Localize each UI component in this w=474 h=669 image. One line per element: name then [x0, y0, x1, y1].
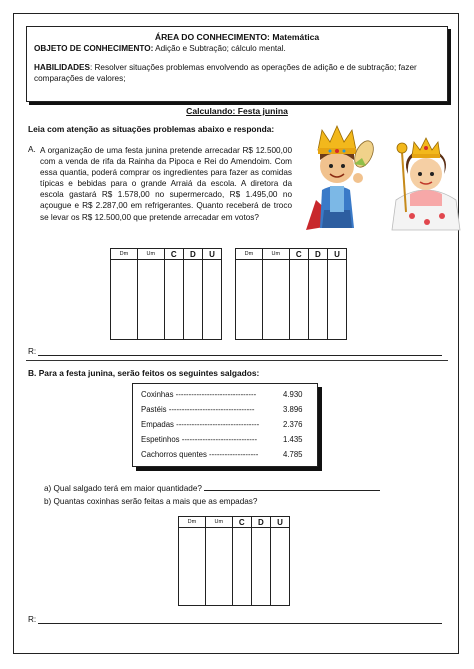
snack-row — [141, 435, 303, 444]
place-value-table-b — [178, 516, 290, 606]
knowledge-area — [27, 32, 447, 42]
col-u: U — [202, 249, 221, 260]
question-b-a — [44, 484, 380, 493]
answer-field-a[interactable] — [38, 355, 442, 356]
col-c: C — [232, 517, 251, 528]
col-dm: Dm — [236, 249, 263, 260]
col-dm: Dm — [179, 517, 206, 528]
skills — [34, 62, 442, 84]
knowledge-object-label: OBJETO DE CONHECIMENTO: — [34, 44, 154, 53]
col-d: D — [308, 249, 327, 260]
cell-um[interactable] — [137, 260, 164, 340]
col-u: U — [270, 517, 289, 528]
place-value-table-left — [110, 248, 222, 340]
col-dm: Dm — [111, 249, 138, 260]
knowledge-object — [34, 44, 286, 53]
cell-um[interactable] — [205, 528, 232, 606]
cell-c[interactable] — [164, 260, 183, 340]
answer-field-b-a[interactable] — [204, 490, 380, 491]
snack-name: Pastéis --------------------------------- — [141, 405, 255, 414]
king-figure — [306, 126, 377, 230]
snack-name: Espetinhos ----------------------------- — [141, 435, 258, 444]
snack-list-box — [132, 383, 318, 467]
cell-dm[interactable] — [236, 260, 263, 340]
cell-c[interactable] — [232, 528, 251, 606]
col-um: Um — [137, 249, 164, 260]
answer-label: R: — [28, 615, 37, 624]
snack-row — [141, 450, 303, 459]
question-b-a-text: a) Qual salgado terá em maior quantidade? — [44, 484, 202, 493]
cell-d[interactable] — [183, 260, 202, 340]
cell-d[interactable] — [308, 260, 327, 340]
col-d: D — [183, 249, 202, 260]
cell-d[interactable] — [251, 528, 270, 606]
answer-line-a — [28, 347, 442, 356]
snack-qty: 4.785 — [283, 450, 303, 459]
instruction-text: Leia com atenção as situações problemas abaixo e responda: — [28, 124, 275, 134]
header-box — [26, 26, 448, 102]
answer-field-b[interactable] — [38, 623, 442, 624]
col-u: U — [327, 249, 346, 260]
knowledge-area-label: ÁREA DO CONHECIMENTO: — [154, 32, 270, 42]
knowledge-area-value: Matemática — [272, 32, 320, 42]
snack-qty: 2.376 — [283, 420, 303, 429]
col-d: D — [251, 517, 270, 528]
question-a-text: A organização de uma festa junina pretende arrecadar R$ 12.500,00 com a venda de rifa da Rainha da Pipoca e Rei do Amendoim. Com essa quantia, poderá comprar os ingredientes para fazer as comidas típicas e bebidas para o grande Arraiá da escola. A diretora da escola gastará R$ 1.578,00 no supermercado, R$ 1.495,00 no açougue e R$ 2.287,00 em refrigerantes. Quanto receberá de troco se levar os R$ 12.500,00 que pretende arrecadar em votos? — [40, 146, 292, 222]
col-c: C — [164, 249, 183, 260]
cell-c[interactable] — [289, 260, 308, 340]
question-b-title: B. Para a festa junina, serão feitos os seguintes salgados: — [28, 368, 260, 378]
cell-u[interactable] — [270, 528, 289, 606]
section-divider — [26, 360, 448, 361]
cell-dm[interactable] — [179, 528, 206, 606]
queen-figure — [392, 138, 460, 230]
skills-value: : Resolver situações problemas envolvendo as operações de adição e de subtração; fazer comparações de valores; — [34, 63, 417, 83]
snack-row — [141, 390, 303, 399]
cell-u[interactable] — [202, 260, 221, 340]
knowledge-object-value: Adição e Subtração; cálculo mental. — [155, 44, 286, 53]
skills-label: HABILIDADES — [34, 63, 90, 72]
col-um: Um — [262, 249, 289, 260]
snack-name: Empadas -------------------------------- — [141, 420, 260, 429]
question-b-b: b) Quantas coxinhas serão feitas a mais que as empadas? — [44, 497, 258, 506]
answer-line-b — [28, 615, 442, 624]
snack-row — [141, 405, 303, 414]
snack-qty: 1.435 — [283, 435, 303, 444]
cell-u[interactable] — [327, 260, 346, 340]
snack-qty: 3.896 — [283, 405, 303, 414]
snack-name: Cachorros quentes ------------------- — [141, 450, 259, 459]
place-value-table-right — [235, 248, 347, 340]
col-um: Um — [205, 517, 232, 528]
activity-title — [0, 106, 474, 116]
cell-dm[interactable] — [111, 260, 138, 340]
answer-label: R: — [28, 347, 37, 356]
col-c: C — [289, 249, 308, 260]
cell-um[interactable] — [262, 260, 289, 340]
snack-qty: 4.930 — [283, 390, 303, 399]
snack-name: Coxinhas ------------------------------- — [141, 390, 257, 399]
snack-row — [141, 420, 303, 429]
festa-junina-king-queen-illustration — [302, 120, 464, 238]
question-a-letter: A. — [28, 145, 36, 154]
activity-title-text: Calculando: Festa junina — [186, 106, 288, 116]
